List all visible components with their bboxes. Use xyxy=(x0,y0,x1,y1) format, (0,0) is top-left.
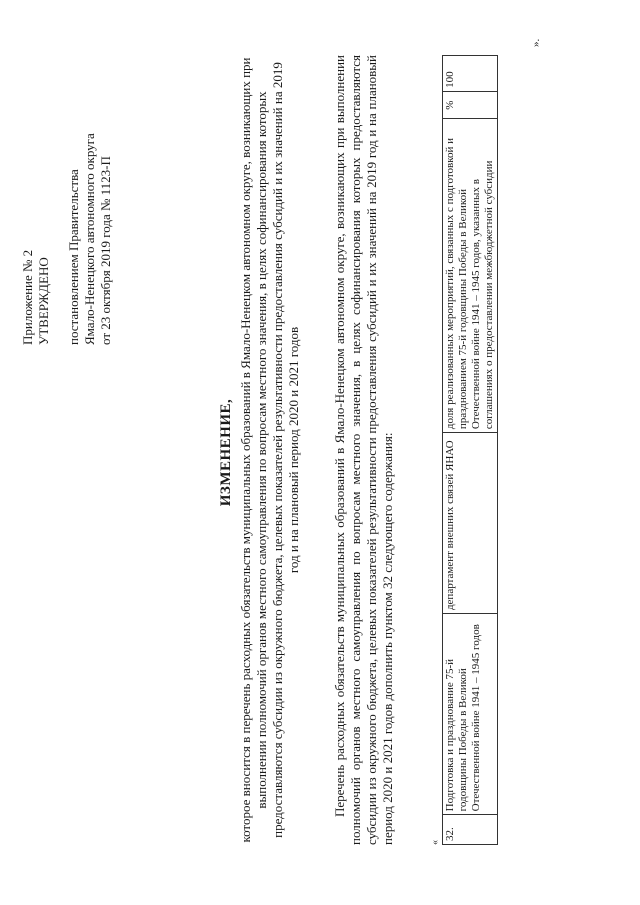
row-number: 32. xyxy=(443,815,498,845)
appendix-number: Приложение № 2 xyxy=(20,249,35,345)
value: 100 xyxy=(443,56,498,92)
approved-stamp: УТВЕРЖДЕНО xyxy=(36,257,51,345)
document-subtitle: которое вносится в перечень расходных обязательств муниципальных образований в Ямало-Ненецком автономном округе, возникающих при выполнении полномочий органов местного самоуправления по вопросам местного значения, в целях софинансирования которых предоставляются субсидии из окружного бюджета, целевых показателей результативности предоставления субсидий и их значений на 2019 год и на плановый период 2020 и 2021 годов xyxy=(238,57,301,843)
unit: % xyxy=(443,91,498,119)
approval-date: от 23 октября 2019 года № 1123-П xyxy=(98,156,113,345)
quote-open: « xyxy=(430,840,441,845)
document-title: ИЗМЕНЕНИЕ, xyxy=(218,398,234,507)
quote-close: ». xyxy=(530,38,542,47)
table-row xyxy=(443,56,498,845)
obligation-name: Подготовка и празднование 75-й годовщины Победы в Великой Отечественной войне 1941 – 1945 годов xyxy=(443,614,498,815)
department: департамент внешних связей ЯНАО xyxy=(443,433,498,614)
amendment-table xyxy=(442,55,498,845)
approval-authority: Ямало-Ненецкого автономного округа xyxy=(82,133,97,345)
approval-by: постановлением Правительства xyxy=(66,169,81,345)
body-paragraph: Перечень расходных обязательств муниципальных образований в Ямало-Ненецком автономном округе, возникающих при выполнении полномочий органов местного самоуправления по вопросам местного значения, в целях софинансирования которых предоставляются субсидии из окружного бюджета, целевых показателей результативности предоставления субсидий и их значений на 2019 год и на плановый период 2020 и 2021 годов дополнить пунктом 32 следующего содержания: xyxy=(332,55,395,845)
indicator: доля реализованных мероприятий, связанных с подготовкой и празднованием 75-й годовщины Победы в Великой Отечественной войне 1941 – 1945 годов, указанных в соглашениях о предоставлении межбюджетной субсидии xyxy=(443,119,498,433)
approval-block xyxy=(20,15,114,345)
